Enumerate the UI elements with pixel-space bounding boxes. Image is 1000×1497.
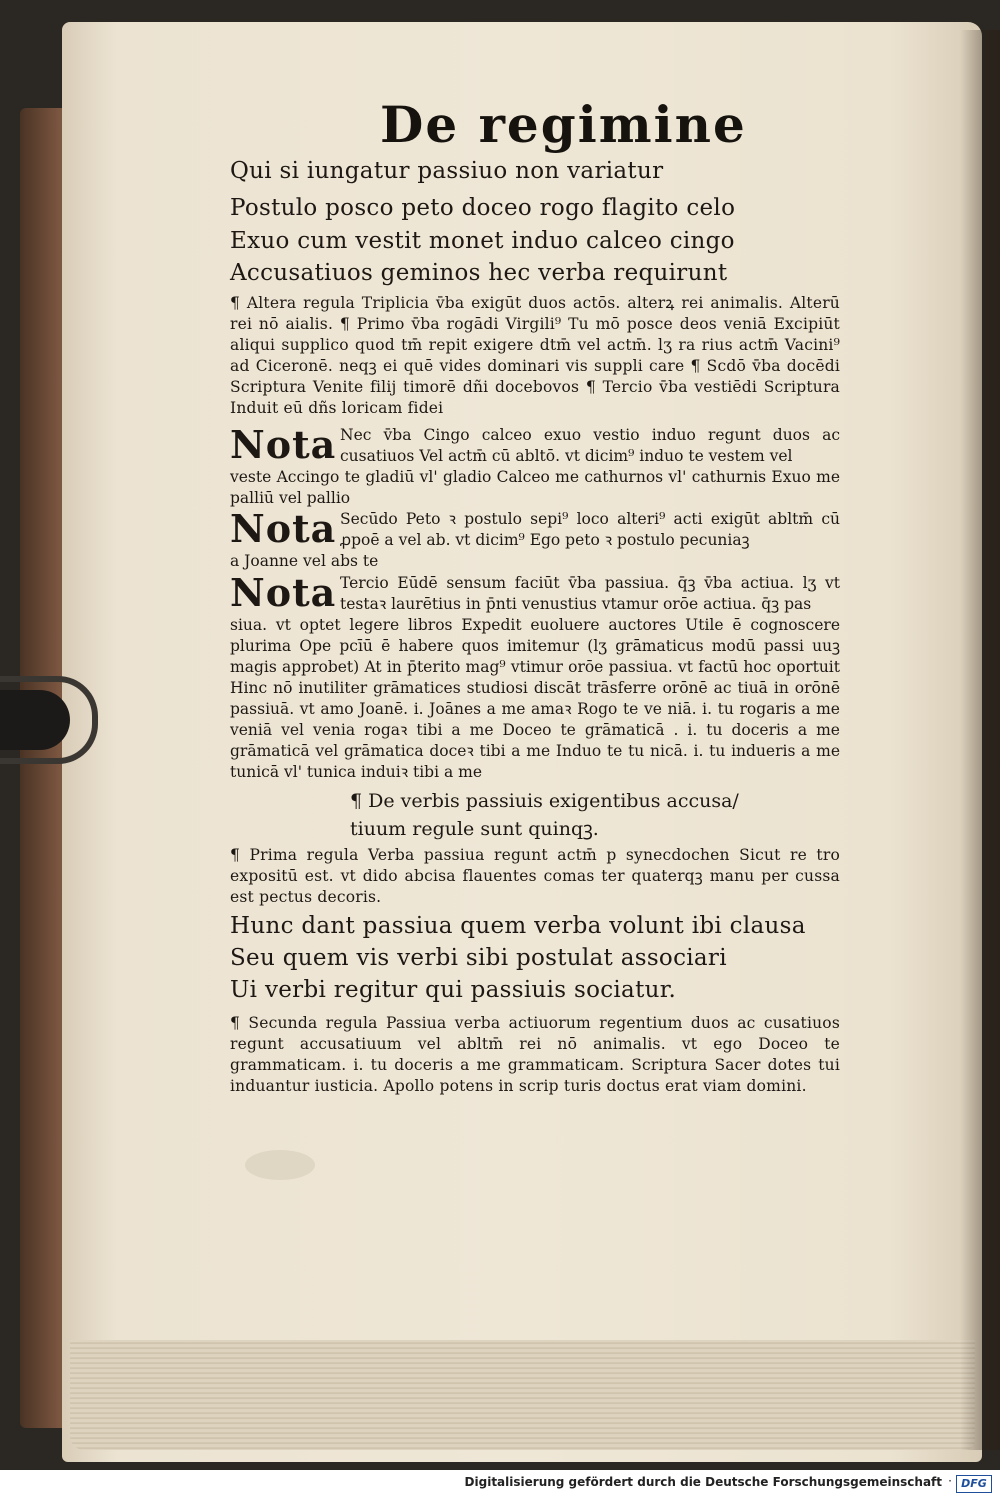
nota-initial: Nota	[230, 422, 337, 467]
page-edges	[70, 1340, 975, 1450]
subheading-line-1: ¶ De verbis passiuis exigentibus accusa/	[350, 790, 739, 812]
footer-bar	[0, 1470, 1000, 1497]
nota-initial: Nota	[230, 570, 337, 615]
nota-text-rest: veste Accingo te gladiū vl' gladio Calceo me cathurnos vl' cathurnis Exuo me palliū vel pallio	[230, 468, 840, 507]
verse-line: Postulo posco peto doceo rogo flagito celo	[230, 195, 736, 221]
paragraph-secunda-regula: ¶ Secunda regula Passiua verba actiuorum regentium duos ac cusatiuos regunt accusatiuum vel abltm̄ rei nō animalis. vt ego Doceo te grammaticam. i. tu doceris a me grammaticam. Scriptura Sacer dotes tui induantur iusticia. Apollo potens in scrip turis doctus erat viam domini.	[230, 1014, 840, 1095]
verse-line: Ui verbi regitur qui passiuis sociatur.	[230, 977, 677, 1003]
paragraph-prima-regula: ¶ Prima regula Verba passiua regunt actm̄ p synecdochen Sicut re tro expositū est. vt dido abcisa flauentes comas ter quaterqꝫ manu per cussa est pectus decoris.	[230, 846, 840, 906]
nota-block-2	[230, 506, 840, 572]
verse-line: Accusatiuos geminos hec verba requirunt	[230, 260, 728, 286]
nota-text-first: Tercio Eūdē sensum faciūt v̄ba passiua. q̄ꝫ v̄ba actiua. lʒ vt testaꝛ laurētius in p̄nti venustius vtamur orōe actiua. q̄ꝫ pas	[340, 574, 840, 613]
nota-block-1	[230, 422, 840, 509]
subheading-line-2: tiuum regule sunt quinqꝫ.	[350, 818, 599, 840]
verse-line: Qui si iungatur passiuo non variatur	[230, 158, 664, 184]
verse-line: Exuo cum vestit monet induo calceo cingo	[230, 228, 735, 254]
verse-line: Seu quem vis verbi sibi postulat associari	[230, 945, 727, 971]
paper-clip-icon	[0, 676, 98, 764]
footer-credit: Digitalisierung gefördert durch die Deutsche Forschungsgemeinschaft	[464, 1475, 942, 1489]
gutter-shadow	[960, 30, 1000, 1450]
dfg-logo-icon[interactable]: DFG	[956, 1475, 992, 1493]
nota-text-rest: siua. vt optet legere libros Expedit euoluere auctores Utile ē cognoscere plurima Ope pcīū ē habere quos imitemur (lʒ grāmaticus modū passi uuꝫ magis approbet) At in p̄terito mag⁹ vtimur orōe passiua. vt factū hoc oportuit Hinc nō inutiliter grāmatices studiosi discāt trāsferre orōnē ac tiuā in orōnē passiuā. vt amo Joanē. i. Joānes a me amaꝛ Rogo te ve niā. i. tu rogaris a me veniā vel venia rogaꝛ tibi a me Doceo te grāmaticā . i. tu doceris a me grāmaticā vel grāmatica doceꝛ tibi a me Induo te tu nicā. i. tu indueris a me tunicā vl' tunica induiꝛ tibi a me	[230, 616, 840, 781]
nota-text-first: Secūdo Peto ꝛ postulo sepi⁹ loco alteri⁹ acti exigūt abltm̄ cū ꝓpoē a vel ab. vt dicim⁹ Ego peto ꝛ postulo pecuniaꝫ	[340, 510, 840, 549]
nota-block-3	[230, 570, 840, 783]
paragraph-altera-regula: ¶ Altera regula Triplicia v̄ba exigūt duos actōs. alterꝝ rei animalis. Alterū rei nō aialis. ¶ Primo v̄ba rogādi Virgili⁹ Tu mō posce deos veniā Excipiūt aliqui supplico quod tm̄ repit exigere dtm̄ vel actm̄. lʒ ra rius actm̄ Vacini⁹ ad Ciceronē. neqꝫ ei quē vides dominari vis suppli care ¶ Scdō v̄ba docēdi Scriptura Venite filij timorē dñi docebovos ¶ Tercio v̄ba vestiēdi Scriptura Induit eū dñs loricam fidei	[230, 294, 840, 417]
nota-text-first: Nec v̄ba Cingo calceo exuo vestio induo regunt duos ac cusatiuos Vel actm̄ cū abltō. vt dicim⁹ induo te vestem vel	[340, 426, 840, 465]
verse-line: Hunc dant passiua quem verba volunt ibi clausa	[230, 913, 806, 939]
footer-separator: ·	[948, 1474, 952, 1488]
page-heading: De regimine	[380, 95, 747, 154]
page-stain	[245, 1150, 315, 1180]
nota-initial: Nota	[230, 506, 337, 551]
nota-text-rest: a Joanne vel abs te	[230, 552, 379, 570]
